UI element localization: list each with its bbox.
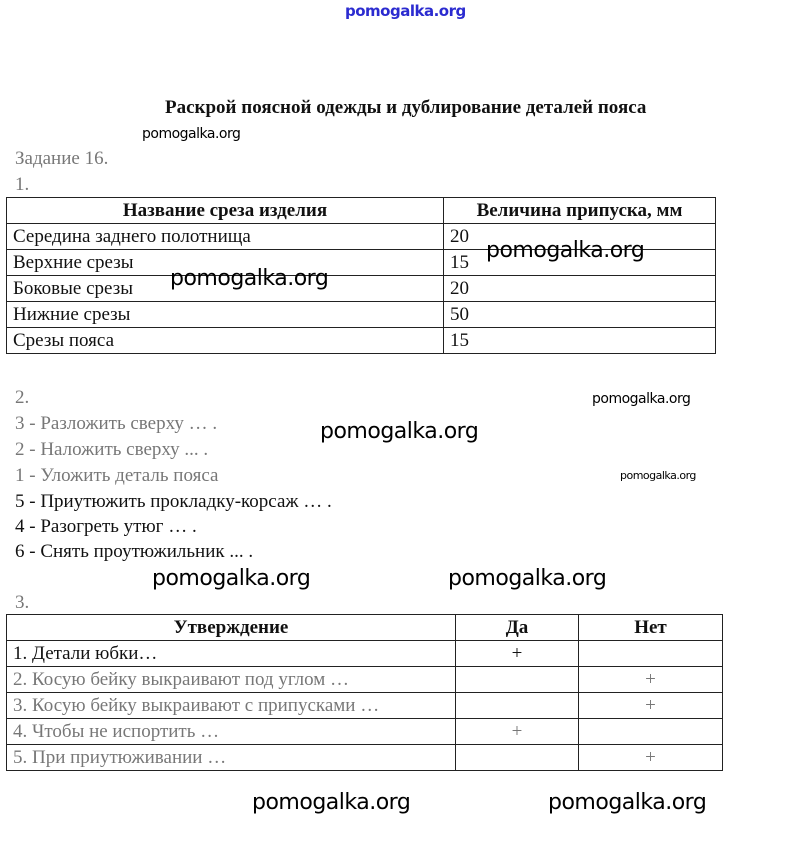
no-mark xyxy=(579,641,723,667)
step-item: 3 - Разложить сверху … . xyxy=(15,413,218,434)
watermark: pomogalka.org xyxy=(620,469,696,482)
cut-name: Верхние срезы xyxy=(7,250,444,276)
yes-mark xyxy=(456,745,579,771)
cut-name: Боковые срезы xyxy=(7,276,444,302)
table-row xyxy=(7,745,723,771)
page-title: Раскрой поясной одежды и дублирование деталей пояса xyxy=(165,97,647,118)
allowance-value: 50 xyxy=(444,302,716,328)
yes-mark: + xyxy=(456,719,579,745)
no-mark: + xyxy=(579,667,723,693)
cut-name: Нижние срезы xyxy=(7,302,444,328)
allowance-value: 15 xyxy=(444,250,716,276)
watermark: pomogalka.org xyxy=(592,391,691,407)
step-item: 4 - Разогреть утюг … . xyxy=(15,516,197,537)
header-yes: Да xyxy=(456,615,579,641)
cut-name: Середина заднего полотнища xyxy=(7,224,444,250)
statement-table xyxy=(6,614,723,771)
allowance-value: 15 xyxy=(444,328,716,354)
step-item: 5 - Приутюжить прокладку-корсаж … . xyxy=(15,491,332,512)
watermark: pomogalka.org xyxy=(152,566,311,591)
section-1-number: 1. xyxy=(15,174,30,195)
table-row xyxy=(7,641,723,667)
statement: 3. Косую бейку выкраивают с припусками … xyxy=(7,693,456,719)
table-row xyxy=(7,693,723,719)
table-row xyxy=(7,276,716,302)
watermark: pomogalka.org xyxy=(548,790,707,815)
watermark: pomogalka.org xyxy=(142,126,241,142)
table-row xyxy=(7,667,723,693)
watermark: pomogalka.org xyxy=(252,790,411,815)
table-row xyxy=(7,719,723,745)
no-mark xyxy=(579,719,723,745)
watermark: pomogalka.org xyxy=(448,566,607,591)
header-no: Нет xyxy=(579,615,723,641)
step-item: 2 - Наложить сверху ... . xyxy=(15,439,209,460)
step-item: 1 - Уложить деталь пояса xyxy=(15,465,219,486)
watermark: pomogalka.org xyxy=(486,238,645,263)
header-statement: Утверждение xyxy=(7,615,456,641)
allowance-value: 20 xyxy=(444,276,716,302)
watermark: pomogalka.org xyxy=(320,419,479,444)
statement: 1. Детали юбки… xyxy=(7,641,456,667)
yes-mark xyxy=(456,693,579,719)
cut-name: Срезы пояса xyxy=(7,328,444,354)
header-cut-name: Название среза изделия xyxy=(7,198,444,224)
statement: 5. При приутюживании … xyxy=(7,745,456,771)
allowance-value: 20 xyxy=(444,224,716,250)
statement: 4. Чтобы не испортить … xyxy=(7,719,456,745)
statement: 2. Косую бейку выкраивают под углом … xyxy=(7,667,456,693)
watermark-top[interactable]: pomogalka.org xyxy=(345,2,466,20)
step-item: 6 - Снять проутюжильник ... . xyxy=(15,541,254,562)
yes-mark: + xyxy=(456,641,579,667)
table-row xyxy=(7,328,716,354)
no-mark: + xyxy=(579,693,723,719)
header-allowance: Величина припуска, мм xyxy=(444,198,716,224)
task-label: Задание 16. xyxy=(15,148,109,169)
section-2-number: 2. xyxy=(15,387,30,408)
table-row xyxy=(7,302,716,328)
allowance-table xyxy=(6,197,716,354)
section-3-number: 3. xyxy=(15,592,30,613)
watermark: pomogalka.org xyxy=(170,266,329,291)
no-mark: + xyxy=(579,745,723,771)
yes-mark xyxy=(456,667,579,693)
